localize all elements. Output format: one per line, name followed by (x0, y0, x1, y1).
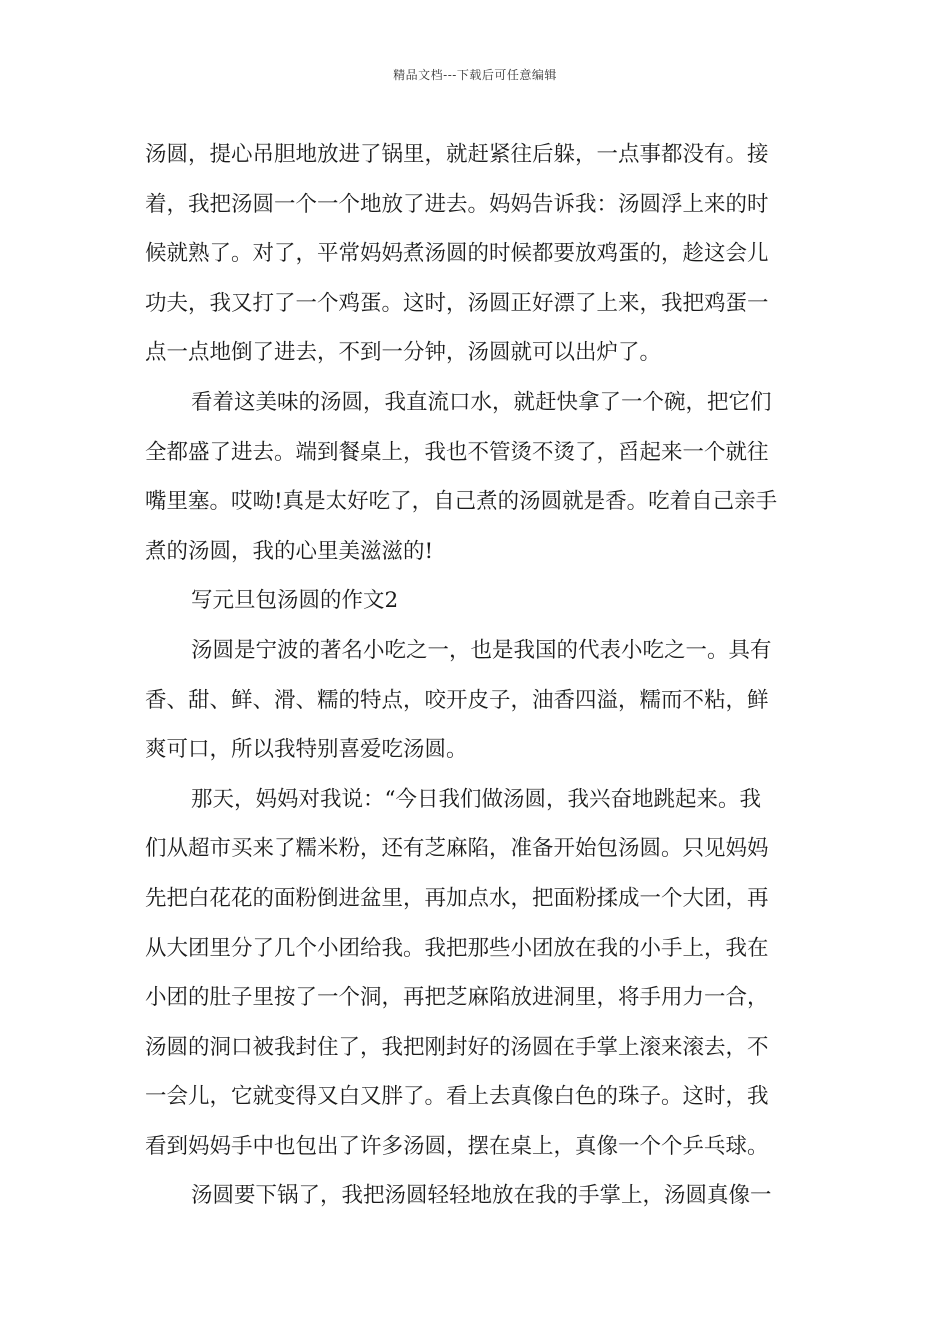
text-line: 汤圆要下锅了，我把汤圆轻轻地放在我的手掌上，汤圆真像一 (191, 1183, 772, 1209)
text-line: 煮的汤圆，我的心里美滋滋的! (145, 538, 434, 564)
body-text (145, 130, 810, 1221)
text-line: 嘴里塞。哎呦!真是太好吃了，自己煮的汤圆就是香。吃着自己亲手 (145, 489, 778, 515)
text-line: 汤圆，提心吊胆地放进了锅里，就赶紧往后躲，一点事都没有。接 (145, 142, 769, 167)
text-line: 先把白花花的面粉倒进盆里，再加点水，把面粉揉成一个大团，再 (145, 885, 769, 911)
text-line: 看到妈妈手中也包出了许多汤圆，摆在桌上，真像一个个乒乓球。 (145, 1133, 769, 1159)
text-line: 汤圆的洞口被我封住了，我把刚封好的汤圆在手掌上滚来滚去，不 (145, 1034, 769, 1060)
text-line: 们从超市买来了糯米粉，还有芝麻陷，准备开始包汤圆。只见妈妈 (145, 836, 769, 862)
text-line: 候就熟了。对了，平常妈妈煮汤圆的时候都要放鸡蛋的，趁这会儿 (145, 241, 769, 267)
text-line: 点一点地倒了进去，不到一分钟，汤圆就可以出炉了。 (145, 340, 662, 366)
text-line: 写元旦包汤圆的作文2 (191, 588, 399, 614)
text-line: 全都盛了进去。端到餐桌上，我也不管烫不烫了，舀起来一个就往 (145, 439, 769, 465)
text-line: 香、甜、鲜、滑、糯的特点，咬开皮子，油香四溢，糯而不粘，鲜 (145, 687, 769, 713)
text-line: 爽可口，所以我特别喜爱吃汤圆。 (145, 737, 468, 763)
text-line: 从大团里分了几个小团给我。我把那些小团放在我的小手上，我在 (145, 935, 769, 961)
text-line: 小团的肚子里按了一个洞，再把芝麻陷放进洞里，将手用力一合， (145, 985, 769, 1011)
text-line: 功夫，我又打了一个鸡蛋。这时，汤圆正好漂了上来，我把鸡蛋一 (145, 290, 769, 316)
text-line: 那天，妈妈对我说：“今日我们做汤圆，我兴奋地跳起来。我 (191, 786, 761, 812)
page-header: 精品文档---下载后可任意编辑 (393, 68, 557, 82)
text-line: 一会儿，它就变得又白又胖了。看上去真像白色的珠子。这时，我 (145, 1084, 769, 1110)
text-line: 看着这美味的汤圆，我直流口水，就赶快拿了一个碗，把它们 (191, 389, 772, 415)
text-line: 着，我把汤圆一个一个地放了进去。妈妈告诉我：汤圆浮上来的时 (145, 191, 769, 217)
text-line: 汤圆是宁波的著名小吃之一，也是我国的代表小吃之一。具有 (191, 637, 772, 663)
